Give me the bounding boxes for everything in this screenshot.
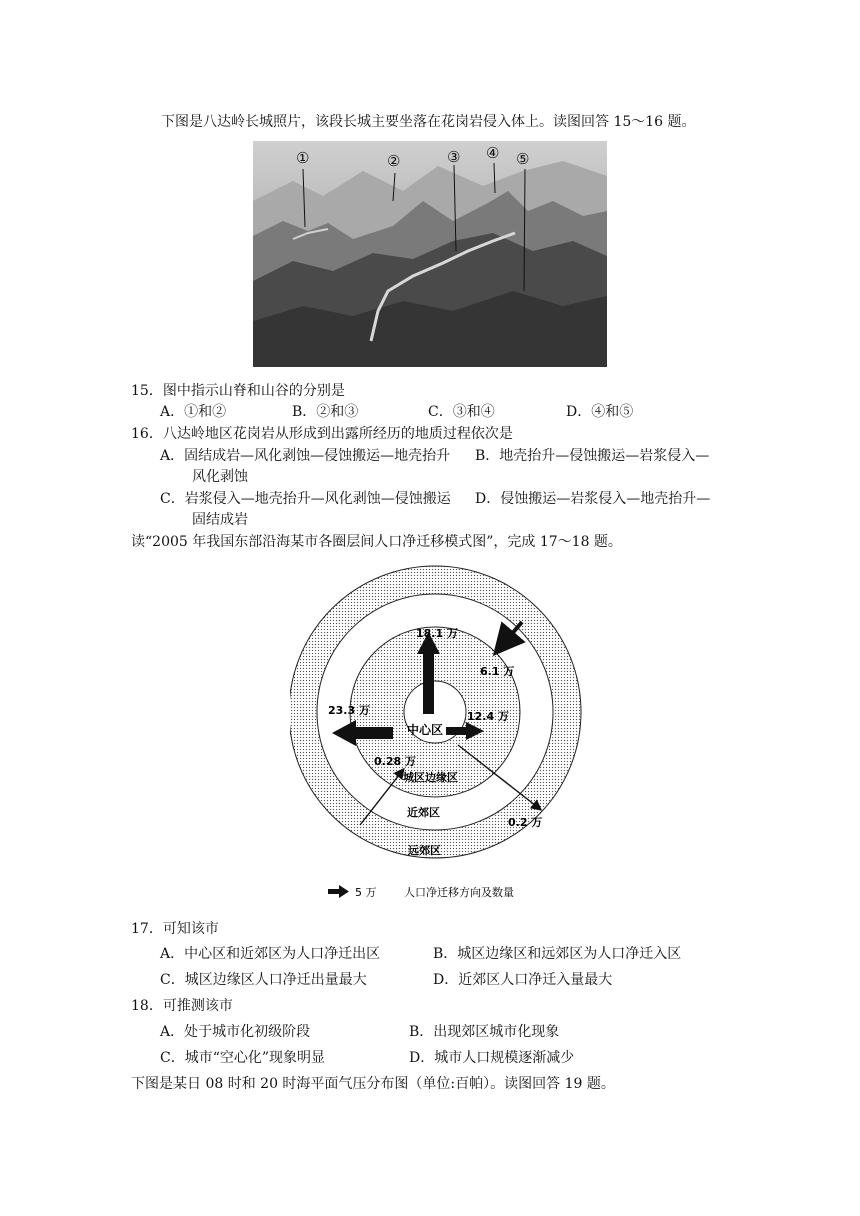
q16-option-a: A．固结成岩—风化剥蚀—侵蚀搬运—地壳抬升	[160, 448, 451, 464]
flow-label-0.28: 0.28 万	[374, 755, 416, 768]
zone-label-near-suburb: 近郊区	[407, 806, 440, 819]
q17-stem: 17．可知该市	[131, 921, 219, 937]
photo-label-1: ①	[296, 149, 310, 167]
intro-q19: 下图是某日 08 时和 20 时海平面气压分布图（单位:百帕）。读图回答 19 题。	[131, 1076, 615, 1092]
intro-q17-18: 读“2005 年我国东部沿海某市各圈层间人口净迁移模式图”，完成 17～18 题。	[131, 534, 622, 550]
q17-option-d: D．近郊区人口净迁入量最大	[433, 972, 613, 988]
q18-stem: 18．可推测该市	[131, 998, 233, 1014]
flow-label-0.2: 0.2 万	[508, 816, 543, 829]
photo-label-3: ③	[447, 148, 461, 166]
q15-option-c: C．③和④	[428, 404, 495, 420]
q15-option-d: D．④和⑤	[566, 404, 634, 420]
photo-label-5: ⑤	[516, 150, 530, 168]
q15-option-b: B．②和③	[292, 404, 359, 420]
q18-option-c: C．城市“空心化”现象明显	[160, 1050, 326, 1066]
q16-option-b-cont: 风化剥蚀	[192, 469, 248, 485]
q16-stem: 16．八达岭地区花岗岩从形成到出露所经历的地质过程依次是	[131, 426, 513, 442]
flow-label-12.4: 12.4 万	[467, 710, 509, 723]
flow-label-23.3: 23.3 万	[328, 704, 370, 717]
legend-text: 人口净迁移方向及数量	[404, 886, 514, 899]
migration-diagram	[290, 562, 590, 902]
zone-label-center: 中心区	[407, 723, 444, 737]
flow-label-6.1: 6.1 万	[480, 665, 515, 678]
q16-option-d-cont: 固结成岩	[192, 512, 248, 528]
photo-label-2: ②	[387, 152, 401, 170]
q18-option-a: A．处于城市化初级阶段	[160, 1024, 311, 1040]
diagram-legend	[328, 885, 514, 899]
q16-option-d: D．侵蚀搬运—岩浆侵入—地壳抬升—	[475, 491, 711, 507]
q16-option-b: B．地壳抬升—侵蚀搬运—岩浆侵入—	[475, 448, 710, 464]
q15-stem: 15．图中指示山脊和山谷的分别是	[131, 383, 345, 399]
zone-label-far-suburb: 远郊区	[408, 844, 441, 857]
q17-option-a: A．中心区和近郊区为人口净迁出区	[160, 946, 381, 962]
q17-option-b: B．城区边缘区和远郊区为人口净迁入区	[433, 946, 682, 962]
zone-label-edge: 城区边缘区	[403, 771, 458, 784]
legend-value: 5 万	[355, 886, 377, 899]
q18-option-d: D．城市人口规模逐渐减少	[409, 1050, 575, 1066]
flow-label-18.1: 18.1 万	[416, 627, 458, 640]
great-wall-photo	[253, 141, 607, 367]
q15-option-a: A．①和②	[160, 404, 227, 420]
intro-q15-16: 下图是八达岭长城照片，该段长城主要坐落在花岗岩侵入体上。读图回答 15～16 题。	[161, 114, 696, 130]
q16-option-c: C．岩浆侵入—地壳抬升—风化剥蚀—侵蚀搬运	[160, 491, 451, 507]
q18-option-b: B．出现郊区城市化现象	[409, 1024, 560, 1040]
photo-label-4: ④	[486, 144, 500, 162]
q17-option-c: C．城区边缘区人口净迁出量最大	[160, 972, 367, 988]
